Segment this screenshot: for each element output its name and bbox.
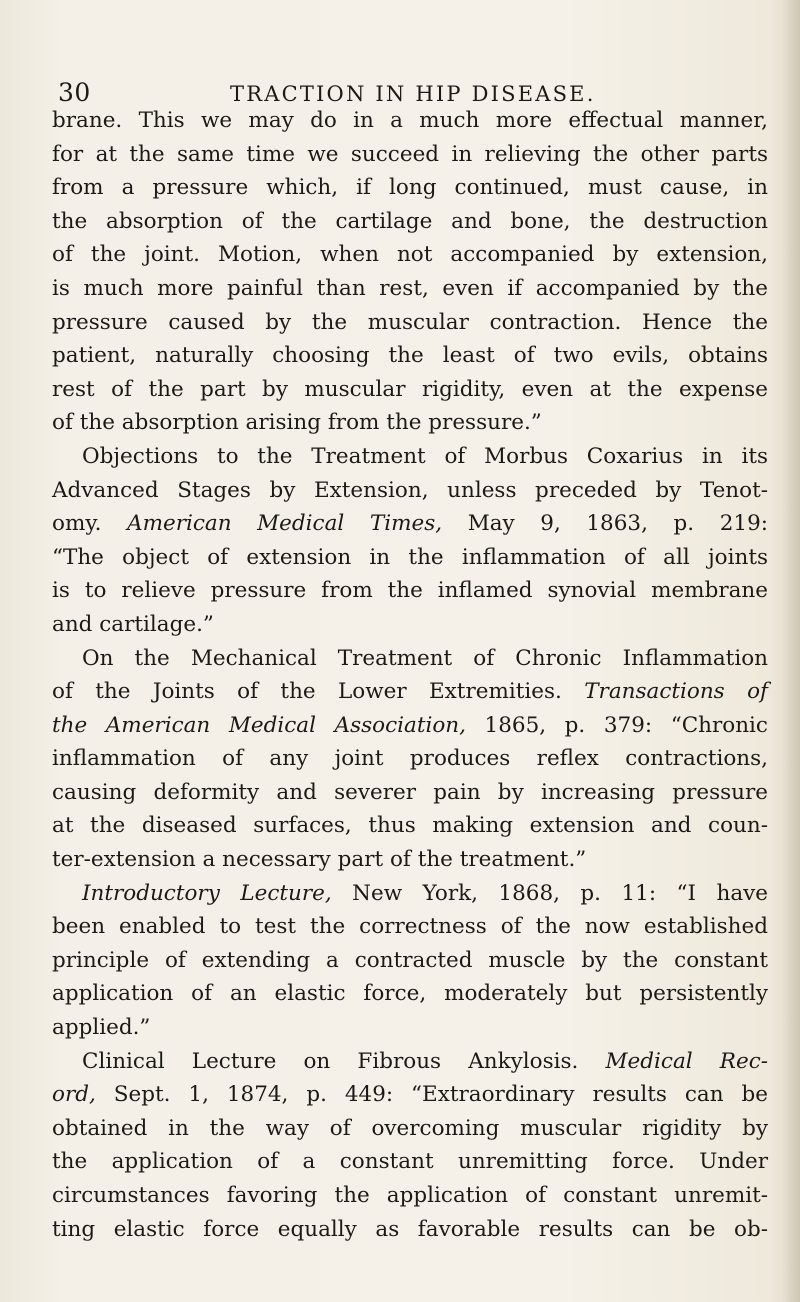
text-line: application of an elastic force, moderately but persistently (52, 981, 768, 1007)
text-line: is to relieve pressure from the inflamed synovial membrane (52, 578, 768, 604)
text-segment: Sept. 1, 1874, p. 449: “Extraordinary results can be (113, 1082, 768, 1108)
citation-title: American Medical Times, (127, 511, 443, 537)
text-line: principle of extending a contracted muscle by the constant (52, 947, 768, 973)
text-segment: May 9, 1863, p. 219: (467, 511, 768, 537)
text-line: for at the same time we succeed in relieving the other parts (52, 141, 768, 167)
page-edge-shadow (782, 0, 800, 1302)
running-head: TRACTION IN HIP DISEASE. (230, 82, 596, 106)
text-segment: Clinical Lecture on Fibrous Ankylosis. (82, 1048, 579, 1074)
text-line: the absorption of the cartilage and bone, the destruction (52, 208, 768, 234)
text-line: circumstances favoring the application of constant unremit- (52, 1183, 768, 1208)
body-text (52, 104, 768, 1246)
text-line: brane. This we may do in a much more effectual manner, (52, 108, 768, 133)
text-line: from a pressure which, if long continued, must cause, in (52, 175, 768, 201)
citation-title: Transactions of (584, 679, 768, 705)
text-line (52, 1078, 768, 1112)
text-segment: New York, 1868, p. 11: “I have (352, 880, 769, 906)
citation-title: the American Medical Association, (52, 712, 466, 738)
citation-title: Introductory Lecture, (82, 880, 332, 906)
text-line: On the Mechanical Treatment of Chronic Inflammation (82, 645, 768, 671)
text-segment: omy. (52, 511, 102, 537)
citation-title: Medical Rec- (605, 1048, 769, 1074)
text-line: ting elastic force equally as favorable results can be ob- (52, 1216, 768, 1242)
text-line: Objections to the Treatment of Morbus Coxarius in its (82, 443, 768, 469)
text-line: “The object of extension in the inflammation of all joints (52, 544, 768, 570)
text-line (52, 675, 768, 709)
text-line: obtained in the way of overcoming muscular rigidity by (52, 1115, 768, 1141)
text-segment: 1865, p. 379: “Chronic (484, 712, 768, 738)
text-line: is much more painful than rest, even if accompanied by the (52, 275, 768, 301)
text-line (52, 1045, 768, 1079)
text-line: of the absorption arising from the pressure.” (52, 410, 542, 436)
text-line: patient, naturally choosing the least of two evils, obtains (52, 343, 768, 369)
text-line: inflammation of any joint produces reflex contractions, (52, 746, 768, 772)
text-line (52, 507, 768, 541)
text-line: rest of the part by muscular rigidity, even at the expense (52, 376, 768, 402)
text-line (52, 877, 768, 911)
text-line: applied.” (52, 1015, 151, 1041)
text-line: at the diseased surfaces, thus making extension and coun- (52, 813, 768, 839)
text-line: been enabled to test the correctness of the now established (52, 914, 768, 940)
page-number: 30 (58, 78, 91, 107)
text-line: Advanced Stages by Extension, unless preceded by Tenot- (52, 477, 768, 503)
text-line: ter-extension a necessary part of the treatment.” (52, 847, 587, 873)
text-line: pressure caused by the muscular contraction. Hence the (52, 309, 768, 335)
text-line (52, 709, 768, 743)
text-line: the application of a constant unremitting force. Under (52, 1149, 768, 1175)
text-segment: of the Joints of the Lower Extremities. (52, 679, 562, 705)
citation-title: ord, (52, 1082, 96, 1108)
text-line: causing deformity and severer pain by increasing pressure (52, 779, 768, 805)
text-line: of the joint. Motion, when not accompanied by extension, (52, 242, 768, 268)
text-line: and cartilage.” (52, 611, 214, 637)
